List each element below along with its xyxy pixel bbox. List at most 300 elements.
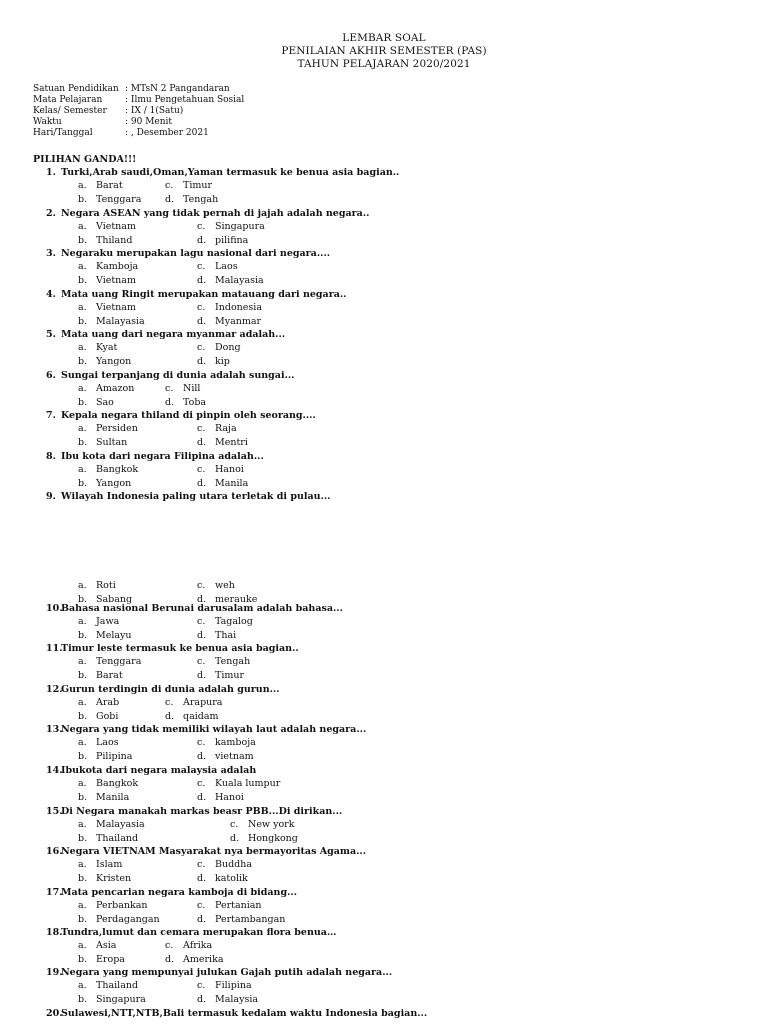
option-text: Amazon: [96, 383, 135, 394]
option-text: Singapura: [96, 994, 146, 1005]
option-letter: a.: [78, 221, 87, 232]
option-letter: b.: [78, 275, 88, 286]
question-number: 11.: [46, 643, 63, 654]
option-letter: d.: [197, 594, 207, 605]
option-text: Asia: [96, 940, 117, 951]
option-letter: c.: [197, 980, 206, 991]
section-title: PILIHAN GANDA!!!: [33, 154, 137, 165]
option-text: Hongkong: [248, 833, 298, 844]
question-number: 7.: [46, 410, 56, 421]
answer-option: [78, 833, 138, 844]
option-letter: b.: [78, 914, 88, 925]
option-text: Afrika: [183, 940, 213, 951]
option-text: Arapura: [183, 697, 223, 708]
meta-label: Hari/Tanggal: [33, 128, 93, 138]
option-letter: c.: [165, 180, 174, 191]
option-text: Yangon: [96, 356, 132, 367]
option-text: Vietnam: [96, 275, 136, 286]
option-text: Sao: [96, 397, 114, 408]
answer-option: [78, 478, 131, 489]
question-number: 18.: [46, 927, 63, 938]
meta-value: : IX / 1(Satu): [125, 106, 184, 116]
option-text: Toba: [183, 397, 207, 408]
option-letter: c.: [197, 859, 206, 870]
question-number: 6.: [46, 370, 56, 381]
option-letter: c.: [165, 697, 174, 708]
option-text: Dong: [215, 342, 241, 353]
answer-option: [197, 656, 250, 667]
option-letter: d.: [197, 914, 207, 925]
answer-option: [165, 383, 200, 394]
option-letter: b.: [78, 356, 88, 367]
answer-option: [78, 737, 119, 748]
answer-option: [78, 994, 146, 1005]
question-text: Negara ASEAN yang tidak pernah di jajah adalah negara..: [61, 208, 370, 219]
option-text: Kuala lumpur: [215, 778, 281, 789]
meta-label: Mata Pelajaran: [33, 95, 103, 105]
answer-option: [165, 711, 219, 722]
option-letter: a.: [78, 616, 87, 627]
answer-option: [165, 940, 212, 951]
question-17: [46, 887, 297, 898]
option-letter: a.: [78, 778, 87, 789]
option-letter: a.: [78, 737, 87, 748]
question-1: [46, 167, 399, 178]
question-number: 8.: [46, 451, 56, 462]
option-text: Islam: [96, 859, 123, 870]
answer-option: [165, 194, 218, 205]
answer-option: [197, 737, 256, 748]
answer-option: [197, 342, 241, 353]
option-letter: c.: [197, 900, 206, 911]
option-letter: d.: [197, 275, 207, 286]
option-letter: b.: [78, 994, 88, 1005]
option-letter: d.: [197, 235, 207, 246]
question-8: [46, 451, 264, 462]
option-text: Sabang: [96, 594, 133, 605]
option-letter: d.: [165, 954, 175, 965]
option-letter: c.: [230, 819, 239, 830]
option-text: Amerika: [183, 954, 224, 965]
option-text: Hanoi: [215, 792, 244, 803]
option-letter: a.: [78, 383, 87, 394]
answer-option: [197, 859, 252, 870]
option-letter: a.: [78, 900, 87, 911]
answer-option: [197, 356, 230, 367]
answer-option: [197, 235, 248, 246]
option-letter: a.: [78, 697, 87, 708]
answer-option: [230, 833, 298, 844]
option-letter: d.: [197, 994, 207, 1005]
answer-option: [78, 383, 134, 394]
answer-option: [197, 616, 253, 627]
option-letter: a.: [78, 302, 87, 313]
option-text: Barat: [96, 180, 123, 191]
answer-option: [165, 180, 212, 191]
option-letter: b.: [78, 316, 88, 327]
answer-option: [78, 580, 116, 591]
option-letter: d.: [165, 711, 175, 722]
question-number: 13.: [46, 724, 63, 735]
question-text: Tundra,lumut dan cemara merupakan flora benua…: [61, 927, 337, 938]
answer-option: [78, 616, 119, 627]
option-letter: d.: [197, 630, 207, 641]
question-text: Mata uang Ringit merupakan matauang dari negara..: [61, 289, 347, 300]
question-number: 17.: [46, 887, 63, 898]
answer-option: [197, 792, 244, 803]
answer-option: [78, 397, 114, 408]
option-text: Singapura: [215, 221, 265, 232]
option-letter: c.: [197, 342, 206, 353]
answer-option: [230, 819, 294, 830]
option-text: Timur: [215, 670, 245, 681]
option-text: Buddha: [215, 859, 253, 870]
option-letter: a.: [78, 342, 87, 353]
option-text: Kyat: [96, 342, 118, 353]
option-letter: b.: [78, 437, 88, 448]
option-letter: b.: [78, 194, 88, 205]
answer-option: [197, 580, 235, 591]
question-3: [46, 248, 330, 259]
option-text: kip: [215, 356, 230, 367]
answer-option: [78, 235, 132, 246]
option-text: Manila: [215, 478, 249, 489]
option-text: Malayasia: [96, 819, 145, 830]
answer-option: [197, 275, 264, 286]
question-number: 20.: [46, 1008, 63, 1019]
question-text: Timur leste termasuk ke benua asia bagian..: [61, 643, 299, 654]
option-text: Sultan: [96, 437, 128, 448]
option-text: Thailand: [96, 833, 139, 844]
meta-label: Kelas/ Semester: [33, 106, 107, 116]
answer-option: [78, 914, 160, 925]
answer-option: [78, 751, 132, 762]
question-6: [46, 370, 295, 381]
answer-option: [78, 464, 138, 475]
answer-option: [197, 478, 248, 489]
answer-option: [78, 980, 138, 991]
title-line-3: TAHUN PELAJARAN 2020/2021: [297, 58, 471, 70]
answer-option: [78, 792, 129, 803]
question-text: Negara yang tidak memiliki wilayah laut adalah negara...: [61, 724, 367, 735]
question-16: [46, 846, 366, 857]
option-text: Arab: [96, 697, 120, 708]
option-text: Myanmar: [215, 316, 262, 327]
answer-option: [78, 954, 125, 965]
option-letter: b.: [78, 954, 88, 965]
question-4: [46, 289, 346, 300]
title-line-2: PENILAIAN AKHIR SEMESTER (PAS): [281, 45, 487, 57]
answer-option: [78, 656, 141, 667]
option-text: Tengah: [183, 194, 219, 205]
option-letter: b.: [78, 397, 88, 408]
option-letter: d.: [230, 833, 240, 844]
answer-option: [78, 356, 131, 367]
option-letter: b.: [78, 235, 88, 246]
question-2: [46, 208, 369, 219]
question-number: 5.: [46, 329, 56, 340]
option-text: weh: [215, 580, 235, 591]
option-letter: c.: [197, 302, 206, 313]
answer-option: [197, 914, 285, 925]
question-7: [46, 410, 316, 421]
answer-option: [197, 751, 254, 762]
option-text: Melayu: [96, 630, 132, 641]
answer-option: [78, 275, 136, 286]
answer-option: [78, 194, 141, 205]
option-text: Thailand: [96, 980, 139, 991]
question-text: Bahasa nasional Berunai darusalam adalah bahasa...: [61, 603, 343, 614]
meta-value: : Ilmu Pengetahuan Sosial: [125, 95, 245, 105]
option-letter: a.: [78, 859, 87, 870]
answer-option: [165, 954, 224, 965]
option-text: Bangkok: [96, 778, 139, 789]
answer-option: [197, 221, 265, 232]
option-text: Timur: [183, 180, 213, 191]
option-letter: a.: [78, 180, 87, 191]
meta-value: : , Desember 2021: [125, 128, 209, 138]
question-number: 15.: [46, 806, 63, 817]
option-text: Gobi: [96, 711, 119, 722]
option-letter: a.: [78, 580, 87, 591]
option-text: Thiland: [96, 235, 133, 246]
option-text: kamboja: [215, 737, 256, 748]
meta-label: Satuan Pendidikan: [33, 84, 119, 94]
option-letter: d.: [165, 397, 175, 408]
option-letter: d.: [197, 478, 207, 489]
question-text: Gurun terdingin di dunia adalah gurun...: [61, 684, 280, 695]
answer-option: [197, 900, 262, 911]
option-letter: d.: [197, 873, 207, 884]
question-text: Kepala negara thiland di pinpin oleh seorang....: [61, 410, 316, 421]
question-9: [46, 491, 330, 502]
question-number: 14.: [46, 765, 63, 776]
question-text: Di Negara manakah markas beasr PBB...Di dirikan...: [61, 806, 343, 817]
option-letter: b.: [78, 670, 88, 681]
question-number: 12.: [46, 684, 63, 695]
question-5: [46, 329, 285, 340]
answer-option: [78, 437, 127, 448]
option-letter: c.: [197, 423, 206, 434]
question-text: Mata uang dari negara myanmar adalah...: [61, 329, 286, 340]
option-text: Eropa: [96, 954, 125, 965]
option-text: Malayasia: [96, 316, 145, 327]
option-text: Laos: [215, 261, 238, 272]
option-text: Pilipina: [96, 751, 133, 762]
meta-value: : 90 Menit: [125, 117, 173, 127]
question-11: [46, 643, 299, 654]
answer-option: [197, 873, 248, 884]
answer-option: [78, 778, 138, 789]
option-text: Filipina: [215, 980, 252, 991]
option-text: Raja: [215, 423, 237, 434]
option-text: Yangon: [96, 478, 132, 489]
option-text: Malaysia: [215, 994, 259, 1005]
question-number: 1.: [46, 167, 56, 178]
answer-option: [197, 994, 258, 1005]
option-text: Vietnam: [96, 221, 136, 232]
answer-option: [165, 697, 222, 708]
question-19: [46, 967, 392, 978]
option-text: katolik: [215, 873, 248, 884]
option-text: Manila: [96, 792, 130, 803]
option-text: Indonesia: [215, 302, 262, 313]
option-text: Tagalog: [215, 616, 253, 627]
option-letter: a.: [78, 464, 87, 475]
question-13: [46, 724, 366, 735]
question-number: 2.: [46, 208, 56, 219]
option-letter: a.: [78, 980, 87, 991]
option-text: Roti: [96, 580, 116, 591]
answer-option: [78, 819, 145, 830]
option-letter: d.: [197, 437, 207, 448]
option-letter: c.: [197, 737, 206, 748]
option-letter: b.: [78, 751, 88, 762]
question-text: Sungai terpanjang di dunia adalah sungai...: [61, 370, 295, 381]
answer-option: [197, 630, 236, 641]
option-text: merauke: [215, 594, 258, 605]
option-letter: b.: [78, 873, 88, 884]
option-letter: a.: [78, 819, 87, 830]
question-text: Mata pencarian negara kamboja di bidang...: [61, 887, 298, 898]
option-text: Hanoi: [215, 464, 244, 475]
answer-option: [197, 437, 248, 448]
question-12: [46, 684, 280, 695]
option-text: qaidam: [183, 711, 219, 722]
option-letter: b.: [78, 630, 88, 641]
answer-option: [197, 302, 262, 313]
option-text: Kamboja: [96, 261, 139, 272]
answer-option: [78, 940, 116, 951]
answer-option: [197, 316, 261, 327]
answer-option: [78, 697, 119, 708]
option-letter: b.: [78, 594, 88, 605]
option-text: Tengah: [215, 656, 251, 667]
answer-option: [78, 859, 122, 870]
option-text: Kristen: [96, 873, 132, 884]
option-text: Persiden: [96, 423, 138, 434]
question-number: 16.: [46, 846, 63, 857]
question-text: Ibu kota dari negara Filipina adalah...: [61, 451, 264, 462]
option-letter: c.: [197, 616, 206, 627]
answer-option: [78, 423, 138, 434]
question-text: Negara yang mempunyai julukan Gajah putih adalah negara...: [61, 967, 393, 978]
option-letter: a.: [78, 423, 87, 434]
option-letter: b.: [78, 833, 88, 844]
option-letter: b.: [78, 711, 88, 722]
option-letter: c.: [165, 383, 174, 394]
option-letter: d.: [197, 792, 207, 803]
option-text: Tenggara: [96, 194, 142, 205]
question-15: [46, 806, 342, 817]
answer-option: [78, 670, 123, 681]
option-letter: d.: [197, 751, 207, 762]
option-text: Barat: [96, 670, 123, 681]
answer-option: [78, 221, 136, 232]
answer-option: [78, 873, 131, 884]
question-text: Negaraku merupakan lagu nasional dari negara....: [61, 248, 331, 259]
option-text: Malayasia: [215, 275, 264, 286]
answer-option: [197, 670, 244, 681]
question-14: [46, 765, 256, 776]
answer-option: [78, 302, 136, 313]
option-letter: c.: [165, 940, 174, 951]
option-letter: a.: [78, 940, 87, 951]
option-text: Bangkok: [96, 464, 139, 475]
option-text: Mentri: [215, 437, 248, 448]
question-number: 9.: [46, 491, 56, 502]
answer-option: [78, 180, 123, 191]
answer-option: [78, 630, 132, 641]
option-letter: a.: [78, 656, 87, 667]
question-18: [46, 927, 336, 938]
option-letter: a.: [78, 261, 87, 272]
question-number: 3.: [46, 248, 56, 259]
question-10: [46, 603, 343, 614]
answer-option: [78, 711, 118, 722]
option-text: Nill: [183, 383, 201, 394]
question-text: Ibukota dari negara malaysia adalah: [61, 765, 257, 776]
answer-option: [197, 464, 244, 475]
answer-option: [197, 778, 280, 789]
option-text: Perdagangan: [96, 914, 160, 925]
question-number: 4.: [46, 289, 56, 300]
meta-label: Waktu: [33, 117, 62, 127]
answer-option: [165, 397, 206, 408]
title-line-1: LEMBAR SOAL: [342, 32, 426, 44]
option-letter: c.: [197, 464, 206, 475]
question-number: 10.: [46, 603, 63, 614]
option-text: Vietnam: [96, 302, 136, 313]
option-text: Thai: [215, 630, 237, 641]
option-text: Pertambangan: [215, 914, 286, 925]
option-letter: d.: [197, 356, 207, 367]
answer-option: [78, 261, 138, 272]
option-letter: c.: [197, 778, 206, 789]
answer-option: [197, 423, 237, 434]
option-text: Tenggara: [96, 656, 142, 667]
option-text: Jawa: [96, 616, 120, 627]
question-number: 19.: [46, 967, 63, 978]
answer-option: [78, 316, 145, 327]
answer-option: [78, 900, 148, 911]
question-text: Negara VIETNAM Masyarakat nya bermayoritas Agama...: [61, 846, 367, 857]
option-letter: b.: [78, 792, 88, 803]
answer-option: [197, 261, 238, 272]
option-text: pilifina: [215, 235, 249, 246]
question-text: Sulawesi,NTT,NTB,Bali termasuk kedalam waktu Indonesia bagian...: [61, 1008, 428, 1019]
option-letter: d.: [165, 194, 175, 205]
option-letter: b.: [78, 478, 88, 489]
option-letter: c.: [197, 261, 206, 272]
question-text: Turki,Arab saudi,Oman,Yaman termasuk ke benua asia bagian..: [61, 167, 400, 178]
option-letter: c.: [197, 580, 206, 591]
option-text: vietnam: [215, 751, 254, 762]
option-text: New york: [248, 819, 295, 830]
option-letter: d.: [197, 316, 207, 327]
option-text: Laos: [96, 737, 119, 748]
option-text: Pertanian: [215, 900, 262, 911]
answer-option: [197, 980, 252, 991]
option-letter: d.: [197, 670, 207, 681]
option-letter: c.: [197, 221, 206, 232]
question-20: [46, 1008, 427, 1019]
question-text: Wilayah Indonesia paling utara terletak di pulau...: [61, 491, 331, 502]
meta-value: : MTsN 2 Pangandaran: [125, 84, 230, 94]
option-text: Perbankan: [96, 900, 148, 911]
answer-option: [78, 342, 117, 353]
option-letter: c.: [197, 656, 206, 667]
